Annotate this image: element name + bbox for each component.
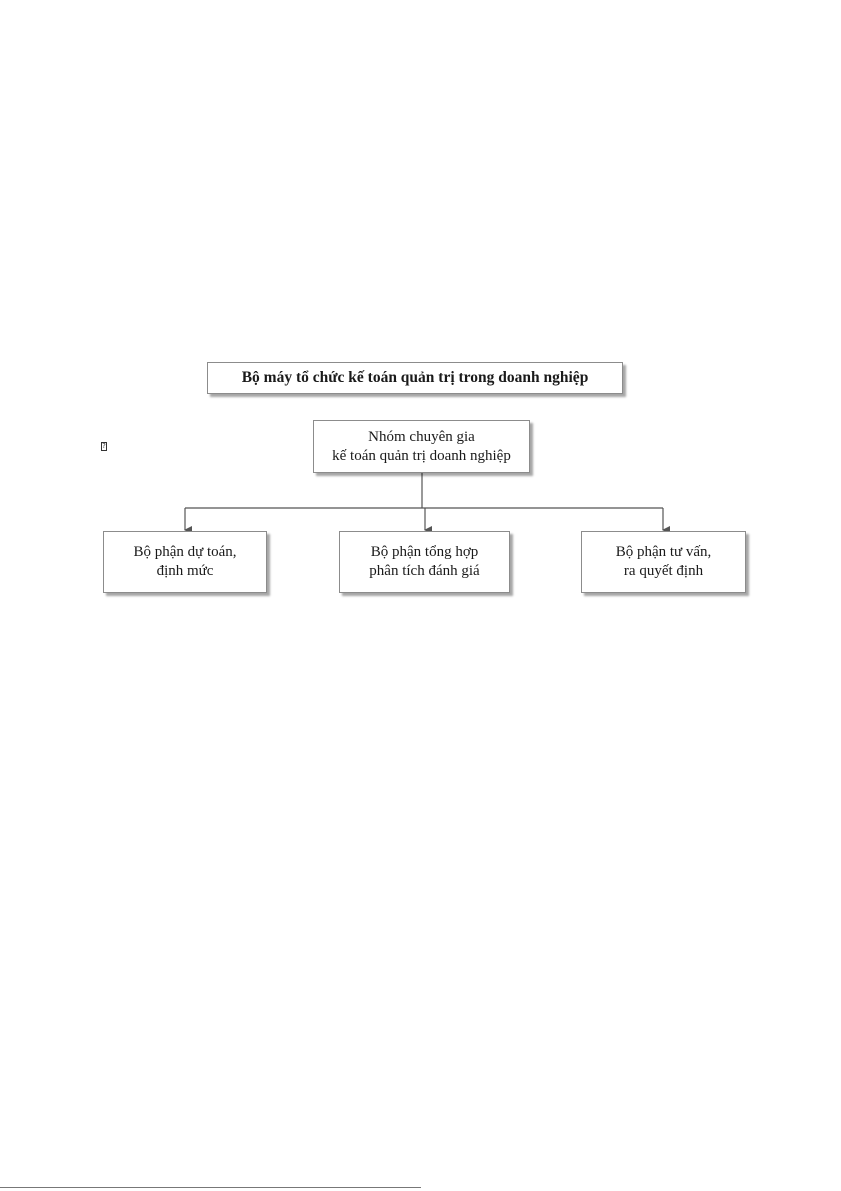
- child-node-2-line-2: phân tích đánh giá: [369, 563, 480, 579]
- root-node-line-1: Nhóm chuyên gia: [368, 428, 475, 445]
- child-node-2-line-1: Bộ phận tổng hợp: [370, 544, 479, 560]
- missing-glyph-icon: ?: [102, 442, 106, 450]
- child-node-advisory: [581, 531, 746, 593]
- footnote-separator-line: [0, 1187, 421, 1188]
- diagram-title-text: Bộ máy tổ chức kế toán quản trị trong doanh nghiệp: [241, 369, 589, 386]
- diagram-title: [207, 362, 623, 394]
- child-node-3-line-2: ra quyết định: [623, 563, 704, 579]
- root-node-expert-group: [313, 420, 530, 473]
- child-node-3-line-1: Bộ phận tư vấn,: [615, 544, 712, 560]
- child-node-analysis: [339, 531, 510, 593]
- child-node-budgeting: [103, 531, 267, 593]
- child-node-1-line-1: Bộ phận dự toán,: [133, 544, 237, 560]
- child-node-1-line-2: định mức: [156, 563, 214, 579]
- root-node-line-2: kế toán quản trị doanh nghiệp: [332, 447, 511, 464]
